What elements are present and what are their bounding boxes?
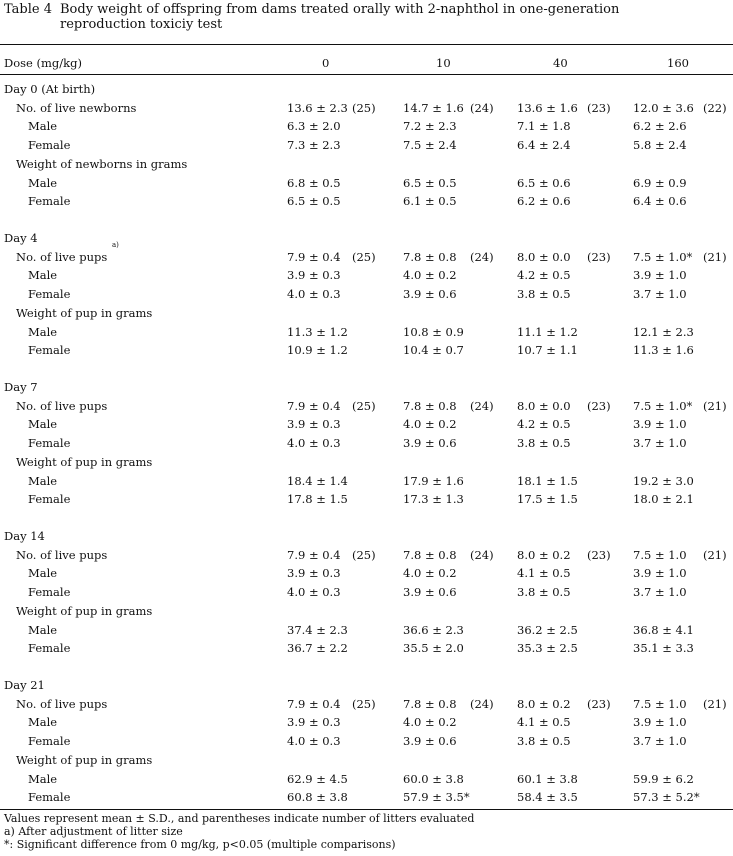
mean-sd-value: 3.9 ± 0.3 xyxy=(287,268,341,283)
mean-sd-value: 3.8 ± 0.5 xyxy=(517,734,571,749)
dose-header-160: 160 xyxy=(667,56,689,70)
mean-sd-value: 58.4 ± 3.5 xyxy=(517,790,578,805)
row-label: Female xyxy=(28,138,71,153)
litter-count: (23) xyxy=(587,398,611,413)
mean-sd-value: 3.8 ± 0.5 xyxy=(517,287,571,302)
row-label: Weight of newborns in grams xyxy=(16,156,188,171)
mean-sd-value: 6.4 ± 2.4 xyxy=(517,138,571,153)
mean-sd-value: 17.9 ± 1.6 xyxy=(403,473,464,488)
mean-sd-value: 3.9 ± 0.3 xyxy=(287,417,341,432)
litter-count: (24) xyxy=(470,398,494,413)
mean-sd-value: 7.9 ± 0.4 xyxy=(287,696,341,711)
mean-sd-value: 3.9 ± 0.6 xyxy=(403,436,457,451)
mean-sd-value: 3.7 ± 1.0 xyxy=(633,585,687,600)
row-label: No. of live newborns xyxy=(16,100,137,115)
mean-sd-value: 36.2 ± 2.5 xyxy=(517,622,578,637)
table-row: No. of live pups a) 7.9 ± 0.4 (25) 7.8 ± 0.8 (24) 8.0 ± 0.0 (23) 7.5 ± 1.0* (21) xyxy=(16,240,727,264)
mean-sd-value: 4.0 ± 0.3 xyxy=(287,436,341,451)
litter-count: (24) xyxy=(470,249,494,264)
mean-sd-value: 6.5 ± 0.5 xyxy=(287,194,341,209)
mean-sd-value: 3.9 ± 0.6 xyxy=(403,585,457,600)
mean-sd-value: 7.9 ± 0.4 xyxy=(287,398,341,413)
mean-sd-value: 18.1 ± 1.5 xyxy=(517,473,578,488)
mean-sd-value: 4.1 ± 0.5 xyxy=(517,566,571,581)
litter-count: (21) xyxy=(703,398,727,413)
mean-sd-value: 18.0 ± 2.1 xyxy=(633,492,694,507)
mean-sd-value: 12.1 ± 2.3 xyxy=(633,324,694,339)
mean-sd-value: 6.5 ± 0.6 xyxy=(517,175,571,190)
mean-sd-value: 35.1 ± 3.3 xyxy=(633,641,694,656)
mean-sd-value: 6.8 ± 0.5 xyxy=(287,175,341,190)
mean-sd-value: 35.3 ± 2.5 xyxy=(517,641,578,656)
litter-count: (23) xyxy=(587,249,611,264)
litter-count: (21) xyxy=(703,547,727,562)
mean-sd-value: 6.4 ± 0.6 xyxy=(633,194,687,209)
mean-sd-value: 10.4 ± 0.7 xyxy=(403,343,464,358)
row-label: Male xyxy=(28,622,58,637)
mean-sd-value: 7.8 ± 0.8 xyxy=(403,398,457,413)
litter-count: (25) xyxy=(352,547,376,562)
table-row xyxy=(0,639,733,657)
row-label: Female xyxy=(28,492,71,507)
mean-sd-value: 4.2 ± 0.5 xyxy=(517,268,571,283)
row-label: No. of live pups xyxy=(16,249,108,264)
table-row xyxy=(0,285,733,303)
mean-sd-value: 6.2 ± 2.6 xyxy=(633,119,687,134)
table-row xyxy=(0,415,733,433)
mean-sd-value: 6.3 ± 2.0 xyxy=(287,119,341,134)
table-row xyxy=(0,713,733,731)
mean-sd-value: 7.9 ± 0.4 xyxy=(287,249,341,264)
mean-sd-value: 3.9 ± 0.6 xyxy=(403,734,457,749)
row-label: Male xyxy=(28,175,58,190)
table-row xyxy=(0,99,733,117)
mean-sd-value: 17.8 ± 1.5 xyxy=(287,492,348,507)
mean-sd-value: 8.0 ± 0.2 xyxy=(517,696,571,711)
dose-header-40: 40 xyxy=(553,56,568,70)
footnote-significance: *: Significant difference from 0 mg/kg, p<0.05 (multiple comparisons) xyxy=(4,838,396,851)
mean-sd-value: 7.8 ± 0.8 xyxy=(403,547,457,562)
mean-sd-value: 6.5 ± 0.5 xyxy=(403,175,457,190)
dose-header-0: 0 xyxy=(322,56,330,70)
table-row xyxy=(0,397,733,415)
mean-sd-value: 59.9 ± 6.2 xyxy=(633,771,694,786)
table-row xyxy=(0,583,733,601)
mean-sd-value: 8.0 ± 0.0 xyxy=(517,398,571,413)
row-label: Weight of pup in grams xyxy=(16,305,153,320)
row-label: Female xyxy=(28,194,71,209)
mean-sd-value: 4.0 ± 0.3 xyxy=(287,585,341,600)
mean-sd-value: 14.7 ± 1.6 xyxy=(403,100,464,115)
mean-sd-value: 10.7 ± 1.1 xyxy=(517,343,578,358)
mean-sd-value: 8.0 ± 0.0 xyxy=(517,249,571,264)
row-label: No. of live pups xyxy=(16,696,108,711)
litter-count: (24) xyxy=(470,696,494,711)
mean-sd-value: 7.5 ± 1.0* xyxy=(633,249,693,264)
mean-sd-value: 3.9 ± 0.6 xyxy=(403,287,457,302)
table-row xyxy=(0,453,733,471)
mean-sd-value: 6.2 ± 0.6 xyxy=(517,194,571,209)
section-title: Day 14 xyxy=(4,529,45,543)
table-row xyxy=(0,751,733,769)
mean-sd-value: 60.1 ± 3.8 xyxy=(517,771,578,786)
mean-sd-value: 60.0 ± 3.8 xyxy=(403,771,464,786)
row-label: Female xyxy=(28,585,71,600)
mean-sd-value: 60.8 ± 3.8 xyxy=(287,790,348,805)
table-row xyxy=(0,341,733,359)
table-row xyxy=(0,770,733,788)
mean-sd-value: 7.1 ± 1.8 xyxy=(517,119,571,134)
mean-sd-value: 3.7 ± 1.0 xyxy=(633,734,687,749)
table-row xyxy=(0,695,733,713)
row-label: No. of live pups xyxy=(16,547,108,562)
section-title: Day 7 xyxy=(4,380,38,394)
table-row xyxy=(0,546,733,564)
table-row xyxy=(0,732,733,750)
mean-sd-value: 11.3 ± 1.2 xyxy=(287,324,348,339)
mean-sd-value: 4.0 ± 0.2 xyxy=(403,417,457,432)
mean-sd-value: 36.7 ± 2.2 xyxy=(287,641,348,656)
table-row xyxy=(0,266,733,284)
litter-count: (24) xyxy=(470,100,494,115)
mean-sd-value: 11.1 ± 1.2 xyxy=(517,324,578,339)
litter-count: (23) xyxy=(587,100,611,115)
row-label: Male xyxy=(28,566,58,581)
litter-count: (25) xyxy=(352,249,376,264)
mean-sd-value: 4.2 ± 0.5 xyxy=(517,417,571,432)
litter-count: (25) xyxy=(352,100,376,115)
mean-sd-value: 5.8 ± 2.4 xyxy=(633,138,687,153)
table-footnotes xyxy=(4,812,724,851)
mean-sd-value: 4.0 ± 0.2 xyxy=(403,566,457,581)
row-label: Male xyxy=(28,473,58,488)
table-row xyxy=(0,192,733,210)
row-label: Male xyxy=(28,268,58,283)
mean-sd-value: 6.9 ± 0.9 xyxy=(633,175,687,190)
table-row xyxy=(0,490,733,508)
mean-sd-value: 13.6 ± 2.3 xyxy=(287,100,348,115)
litter-count: (25) xyxy=(352,398,376,413)
mean-sd-value: 7.8 ± 0.8 xyxy=(403,249,457,264)
row-label: No. of live pups xyxy=(16,398,108,413)
dose-header-label: Dose (mg/kg) xyxy=(4,56,82,70)
table-title: Body weight of offspring from dams treated orally with 2-naphthol in one-generation reproduction toxiciy test xyxy=(60,2,620,32)
mean-sd-value: 7.8 ± 0.8 xyxy=(403,696,457,711)
litter-count: (24) xyxy=(470,547,494,562)
litter-count: (23) xyxy=(587,696,611,711)
mean-sd-value: 3.7 ± 1.0 xyxy=(633,287,687,302)
table-row xyxy=(0,472,733,490)
table-row xyxy=(0,564,733,582)
section-title: Day 4 xyxy=(4,231,38,245)
table-number: Table 4 xyxy=(4,2,52,17)
litter-count: (22) xyxy=(703,100,727,115)
table-row xyxy=(0,323,733,341)
mean-sd-value: 7.3 ± 2.3 xyxy=(287,138,341,153)
mean-sd-value: 4.1 ± 0.5 xyxy=(517,715,571,730)
section-title: Day 0 (At birth) xyxy=(4,82,96,96)
mean-sd-value: 6.1 ± 0.5 xyxy=(403,194,457,209)
row-label: Female xyxy=(28,790,71,805)
footnote-values: Values represent mean ± S.D., and parentheses indicate number of litters evaluated xyxy=(4,812,475,825)
mean-sd-value: 4.0 ± 0.3 xyxy=(287,734,341,749)
row-label: Male xyxy=(28,715,58,730)
table-row xyxy=(0,621,733,639)
mean-sd-value: 3.9 ± 1.0 xyxy=(633,268,687,283)
table-row xyxy=(0,174,733,192)
mean-sd-value: 62.9 ± 4.5 xyxy=(287,771,348,786)
section-title: Day 21 xyxy=(4,678,45,692)
table-row xyxy=(0,304,733,322)
row-label: Female xyxy=(28,436,71,451)
row-label: Weight of pup in grams xyxy=(16,603,153,618)
mean-sd-value: 3.9 ± 1.0 xyxy=(633,715,687,730)
mean-sd-value: 8.0 ± 0.2 xyxy=(517,547,571,562)
mean-sd-value: 13.6 ± 1.6 xyxy=(517,100,578,115)
table-row xyxy=(0,136,733,154)
row-label: Weight of pup in grams xyxy=(16,752,153,767)
mean-sd-value: 35.5 ± 2.0 xyxy=(403,641,464,656)
mean-sd-value: 3.9 ± 0.3 xyxy=(287,566,341,581)
mean-sd-value: 7.5 ± 1.0 xyxy=(633,547,687,562)
table-row xyxy=(0,155,733,173)
table-row xyxy=(0,434,733,452)
litter-count: (23) xyxy=(587,547,611,562)
mean-sd-value: 3.9 ± 0.3 xyxy=(287,715,341,730)
mean-sd-value: 3.8 ± 0.5 xyxy=(517,585,571,600)
mean-sd-value: 3.7 ± 1.0 xyxy=(633,436,687,451)
header-rule xyxy=(0,74,733,75)
mean-sd-value: 7.9 ± 0.4 xyxy=(287,547,341,562)
bottom-rule xyxy=(0,809,733,810)
dose-header-10: 10 xyxy=(436,56,451,70)
row-label: Male xyxy=(28,771,58,786)
mean-sd-value: 17.5 ± 1.5 xyxy=(517,492,578,507)
litter-count: (21) xyxy=(703,249,727,264)
row-label: Female xyxy=(28,343,71,358)
mean-sd-value: 12.0 ± 3.6 xyxy=(633,100,694,115)
row-label: Female xyxy=(28,734,71,749)
mean-sd-value: 3.9 ± 1.0 xyxy=(633,417,687,432)
row-label: Female xyxy=(28,287,71,302)
mean-sd-value: 37.4 ± 2.3 xyxy=(287,622,348,637)
table-row xyxy=(0,788,733,806)
row-label: Female xyxy=(28,641,71,656)
row-label: Male xyxy=(28,119,58,134)
row-label: Male xyxy=(28,324,58,339)
row-label: Male xyxy=(28,417,58,432)
mean-sd-value: 10.9 ± 1.2 xyxy=(287,343,348,358)
table-row xyxy=(0,117,733,135)
mean-sd-value: 11.3 ± 1.6 xyxy=(633,343,694,358)
mean-sd-value: 4.0 ± 0.2 xyxy=(403,268,457,283)
mean-sd-value: 4.0 ± 0.3 xyxy=(287,287,341,302)
mean-sd-value: 3.9 ± 1.0 xyxy=(633,566,687,581)
table-row xyxy=(0,602,733,620)
top-rule xyxy=(0,44,733,45)
mean-sd-value: 19.2 ± 3.0 xyxy=(633,473,694,488)
mean-sd-value: 10.8 ± 0.9 xyxy=(403,324,464,339)
mean-sd-value: 7.5 ± 1.0 xyxy=(633,696,687,711)
mean-sd-value: 4.0 ± 0.2 xyxy=(403,715,457,730)
litter-count: (25) xyxy=(352,696,376,711)
mean-sd-value: 7.2 ± 2.3 xyxy=(403,119,457,134)
mean-sd-value: 57.9 ± 3.5* xyxy=(403,790,470,805)
mean-sd-value: 57.3 ± 5.2* xyxy=(633,790,700,805)
mean-sd-value: 3.8 ± 0.5 xyxy=(517,436,571,451)
mean-sd-value: 36.8 ± 4.1 xyxy=(633,622,694,637)
mean-sd-value: 17.3 ± 1.3 xyxy=(403,492,464,507)
litter-count: (21) xyxy=(703,696,727,711)
mean-sd-value: 18.4 ± 1.4 xyxy=(287,473,348,488)
mean-sd-value: 7.5 ± 2.4 xyxy=(403,138,457,153)
mean-sd-value: 36.6 ± 2.3 xyxy=(403,622,464,637)
mean-sd-value: 7.5 ± 1.0* xyxy=(633,398,693,413)
footnote-a: a) After adjustment of litter size xyxy=(4,825,183,838)
row-label: Weight of pup in grams xyxy=(16,454,153,469)
